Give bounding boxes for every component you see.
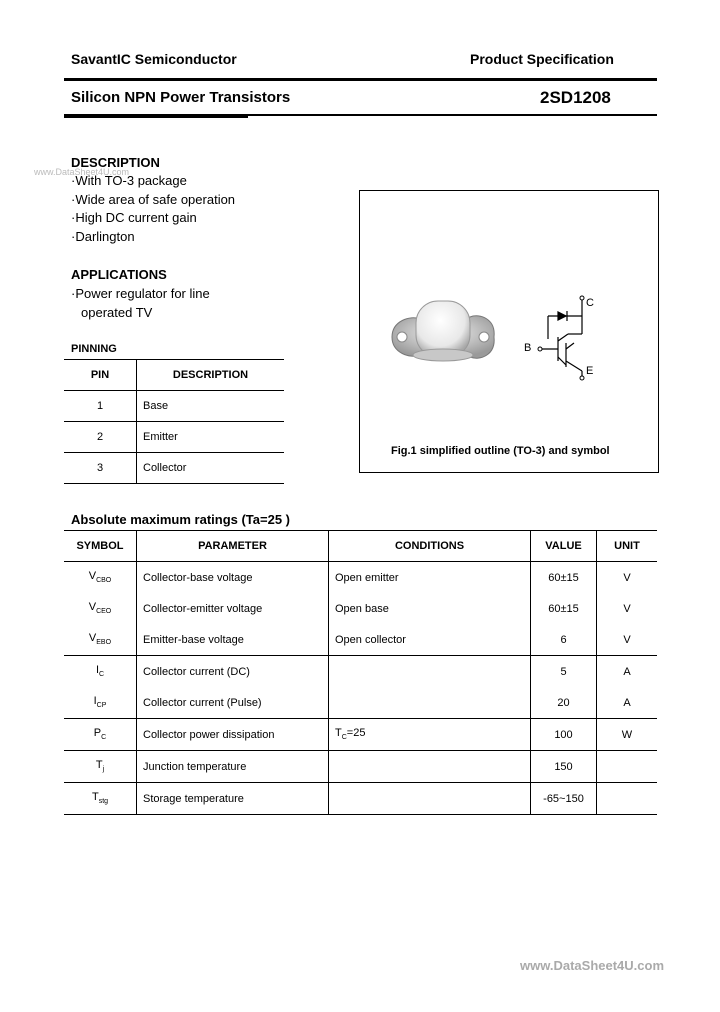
collector-label: C bbox=[586, 297, 594, 309]
conditions-cell: Open emitter bbox=[329, 562, 531, 594]
value-cell: 60±15 bbox=[531, 562, 597, 594]
table-row bbox=[64, 656, 657, 688]
base-label: B bbox=[524, 342, 532, 354]
description-item: ·Wide area of safe operation bbox=[71, 191, 236, 207]
figure-box bbox=[359, 190, 659, 473]
parameter-cell: Collector-base voltage bbox=[137, 562, 329, 594]
parameter-cell: Collector-emitter voltage bbox=[137, 593, 329, 624]
conditions-header: CONDITIONS bbox=[329, 531, 531, 562]
symbol-cell: $V_{EBO}$ bbox=[64, 624, 137, 656]
ratings-title: Absolute maximum ratings (Ta=25 ) bbox=[71, 512, 291, 527]
pin-description: Emitter bbox=[137, 422, 285, 453]
parameter-cell: Collector current (DC) bbox=[137, 656, 329, 688]
table-row bbox=[64, 391, 284, 422]
value-cell: 60±15 bbox=[531, 593, 597, 624]
table-row bbox=[64, 562, 657, 594]
document-type: Product Specification bbox=[470, 51, 614, 67]
applications-list bbox=[71, 285, 210, 322]
symbol-cell: $I_{CP}$ bbox=[64, 687, 137, 719]
description-item: ·Darlington bbox=[71, 228, 135, 244]
table-row bbox=[64, 783, 657, 815]
unit-header: UNIT bbox=[597, 531, 658, 562]
symbol-cell: $I_C$ bbox=[64, 656, 137, 688]
value-cell: 5 bbox=[531, 656, 597, 688]
pin-number: 1 bbox=[64, 391, 137, 422]
parameter-cell: Junction temperature bbox=[137, 751, 329, 783]
symbol-header: SYMBOL bbox=[64, 531, 137, 562]
parameter-cell: Emitter-base voltage bbox=[137, 624, 329, 656]
value-cell: 20 bbox=[531, 687, 597, 719]
figure-caption: Fig.1 simplified outline (TO-3) and symbol bbox=[391, 445, 610, 457]
pin-description: Base bbox=[137, 391, 285, 422]
header-rule-top bbox=[64, 78, 657, 81]
table-header-row bbox=[64, 531, 657, 562]
company-name: SavantIC Semiconductor bbox=[71, 51, 237, 67]
conditions-cell bbox=[329, 751, 531, 783]
description-title: DESCRIPTION bbox=[71, 155, 160, 170]
symbol-cell: $V_{CEO}$ bbox=[64, 593, 137, 624]
unit-cell: V bbox=[597, 562, 658, 594]
description-item: ·With TO-3 package bbox=[71, 173, 187, 188]
table-row bbox=[64, 453, 284, 484]
header-rule-accent bbox=[64, 116, 248, 118]
pin-description: Collector bbox=[137, 453, 285, 484]
conditions-cell bbox=[329, 687, 531, 719]
value-cell: 6 bbox=[531, 624, 597, 656]
parameter-cell: Storage temperature bbox=[137, 783, 329, 815]
pin-description-header: DESCRIPTION bbox=[137, 360, 285, 391]
footer-watermark: www.DataSheet4U.com bbox=[520, 958, 665, 973]
table-row bbox=[64, 751, 657, 783]
conditions-cell bbox=[329, 656, 531, 688]
conditions-cell bbox=[329, 783, 531, 815]
application-item: operated TV bbox=[81, 304, 153, 320]
table-row bbox=[64, 422, 284, 453]
conditions-cell: Open base bbox=[329, 593, 531, 624]
parameter-cell: Collector current (Pulse) bbox=[137, 687, 329, 719]
symbol-cell: $P_C$ bbox=[64, 719, 137, 751]
conditions-cell: $T_C=25$ bbox=[329, 719, 531, 751]
pin-number: 3 bbox=[64, 453, 137, 484]
value-header: VALUE bbox=[531, 531, 597, 562]
ratings-table bbox=[64, 530, 657, 815]
product-line: Silicon NPN Power Transistors bbox=[71, 89, 291, 106]
part-number: 2SD1208 bbox=[540, 88, 611, 107]
parameter-header: PARAMETER bbox=[137, 531, 329, 562]
unit-cell: A bbox=[597, 687, 658, 719]
table-header-row bbox=[64, 360, 284, 391]
pin-header: PIN bbox=[64, 360, 137, 391]
table-row bbox=[64, 687, 657, 719]
value-cell: -65~150 bbox=[531, 783, 597, 815]
emitter-label: E bbox=[586, 365, 594, 377]
value-cell: 150 bbox=[531, 751, 597, 783]
applications-title: APPLICATIONS bbox=[71, 267, 167, 282]
value-cell: 100 bbox=[531, 719, 597, 751]
symbol-cell: $T_j$ bbox=[64, 751, 137, 783]
unit-cell: W bbox=[597, 719, 658, 751]
watermark-top: www.DataSheet4U.com bbox=[34, 167, 130, 177]
unit-cell: V bbox=[597, 593, 658, 624]
unit-cell: V bbox=[597, 624, 658, 656]
application-item: ·Power regulator for line bbox=[71, 286, 210, 301]
symbol-cell: $V_{CBO}$ bbox=[64, 562, 137, 594]
description-item: ·High DC current gain bbox=[71, 210, 197, 225]
pinning-title: PINNING bbox=[71, 343, 117, 355]
unit-cell: A bbox=[597, 656, 658, 688]
symbol-cell: $T_{stg}$ bbox=[64, 783, 137, 815]
table-row bbox=[64, 624, 657, 656]
table-row bbox=[64, 719, 657, 751]
parameter-cell: Collector power dissipation bbox=[137, 719, 329, 751]
unit-cell bbox=[597, 751, 658, 783]
description-list bbox=[71, 172, 235, 246]
pin-number: 2 bbox=[64, 422, 137, 453]
npn-darlington-symbol bbox=[360, 191, 658, 472]
table-row bbox=[64, 593, 657, 624]
unit-cell bbox=[597, 783, 658, 815]
conditions-cell: Open collector bbox=[329, 624, 531, 656]
pinning-table bbox=[64, 359, 284, 484]
